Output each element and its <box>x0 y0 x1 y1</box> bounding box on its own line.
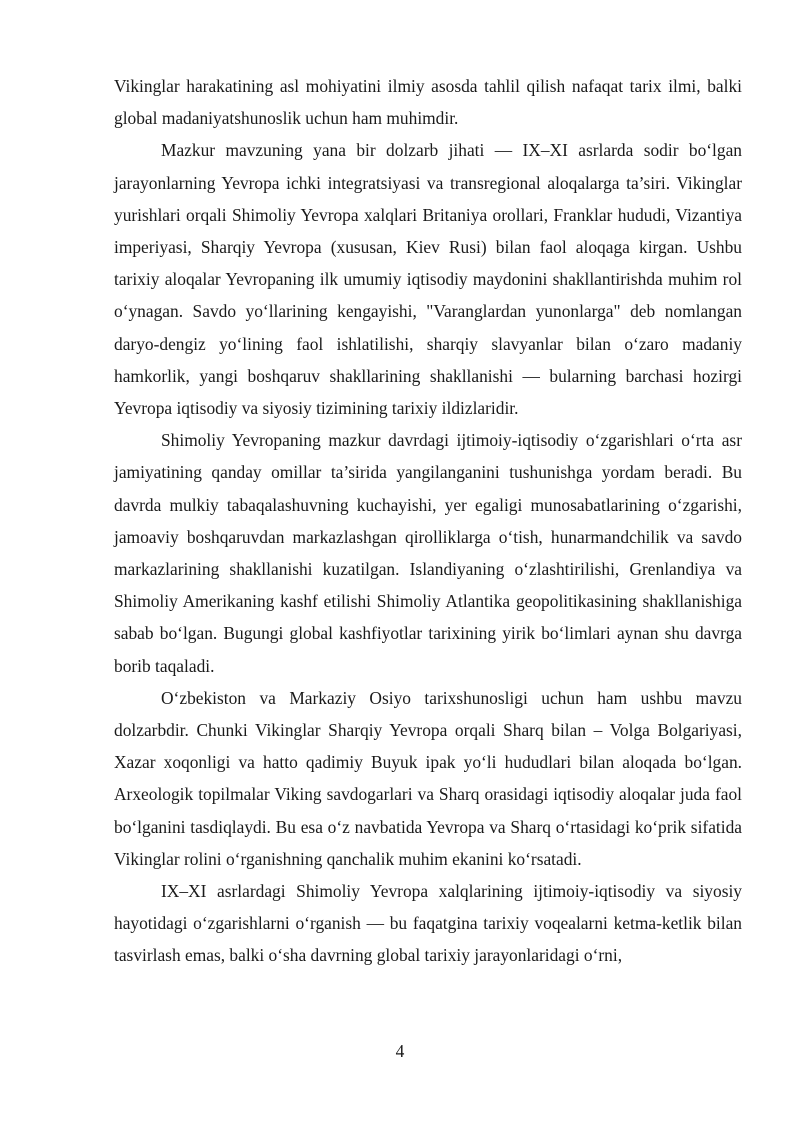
paragraph-3: Shimoliy Yevropaning mazkur davrdagi ijtimoiy-iqtisodiy o‘zgarishlari o‘rta asr jamiyatining qanday omillar ta’sirida yangilanganini tushunishga yordam beradi. Bu davrda mulkiy tabaqalashuvning kuchayishi, yer egaligi munosabatlarining o‘zgarishi, jamoaviy boshqaruvdan markazlashgan qirolliklarga o‘tish, hunarmandchilik va savdo markazlarining shakllanishi kuzatilgan. Islandiyaning o‘zlashtirilishi, Grenlandiya va Shimoliy Amerikaning kashf etilishi Shimoliy Atlantika geopolitikasining shakllanishiga sabab bo‘lgan. Bugungi global kashfiyotlar tarixining yirik bo‘limlari aynan shu davrga borib taqaladi. <box>114 430 742 676</box>
paragraph-4: O‘zbekiston va Markaziy Osiyo tarixshunosligi uchun ham ushbu mavzu dolzarbdir. Chunki Vikinglar Sharqiy Yevropa orqali Sharq bilan – Volga Bolgariyasi, Xazar xoqonligi va hatto qadimiy Buyuk ipak yo‘li hududlari bilan aloqada bo‘lgan. Arxeologik topilmalar Viking savdogarlari va Sharq orasidagi iqtisodiy aloqalar juda faol bo‘lganini tasdiqlaydi. Bu esa o‘z navbatida Yevropa va Sharq o‘rtasidagi ko‘prik sifatida Vikinglar rolini o‘rganishning qanchalik muhim ekanini ko‘rsatadi. <box>114 687 742 869</box>
page-number: 4 <box>395 1041 405 1061</box>
document-body <box>114 70 742 972</box>
paragraph-2: Mazkur mavzuning yana bir dolzarb jihati — IX–XI asrlarda sodir bo‘lgan jarayonlarning Yevropa ichki integratsiyasi va transregional aloqalarga ta’siri. Vikinglar yurishlari orqali Shimoliy Yevropa xalqlari Britaniya orollari, Franklar hududi, Vizantiya imperiyasi, Sharqiy Yevropa (xususan, Kiev Rusi) bilan faol aloqaga kirgan. Ushbu tarixiy aloqalar Yevropaning ilk umumiy iqtisodiy maydonini shakllantirishda muhim rol o‘ynagan. Savdo yo‘llarining kengayishi, "Varanglardan yunonlarga" deb nomlangan daryo-dengiz yo‘lining faol ishlatilishi, sharqiy slavyanlar bilan o‘zaro madaniy hamkorlik, yangi boshqaruv shakllarining shakllanishi — bularning barchasi hozirgi Yevropa iqtisodiy va siyosiy tizimining tarixiy ildizlaridir. <box>114 140 742 419</box>
paragraph-1: Vikinglar harakatining asl mohiyatini ilmiy asosda tahlil qilish nafaqat tarix ilmi, balki global madaniyatshunoslik uchun ham muhimdir. <box>114 76 742 129</box>
paragraph-5: IX–XI asrlardagi Shimoliy Yevropa xalqlarining ijtimoiy-iqtisodiy va siyosiy hayotidagi o‘zgarishlarni o‘rganish — bu faqatgina tarixiy voqealarni ketma-ketlik bilan tasvirlash emas, balki o‘sha davrning global tarixiy jarayonlaridagi o‘rni, <box>114 881 742 966</box>
